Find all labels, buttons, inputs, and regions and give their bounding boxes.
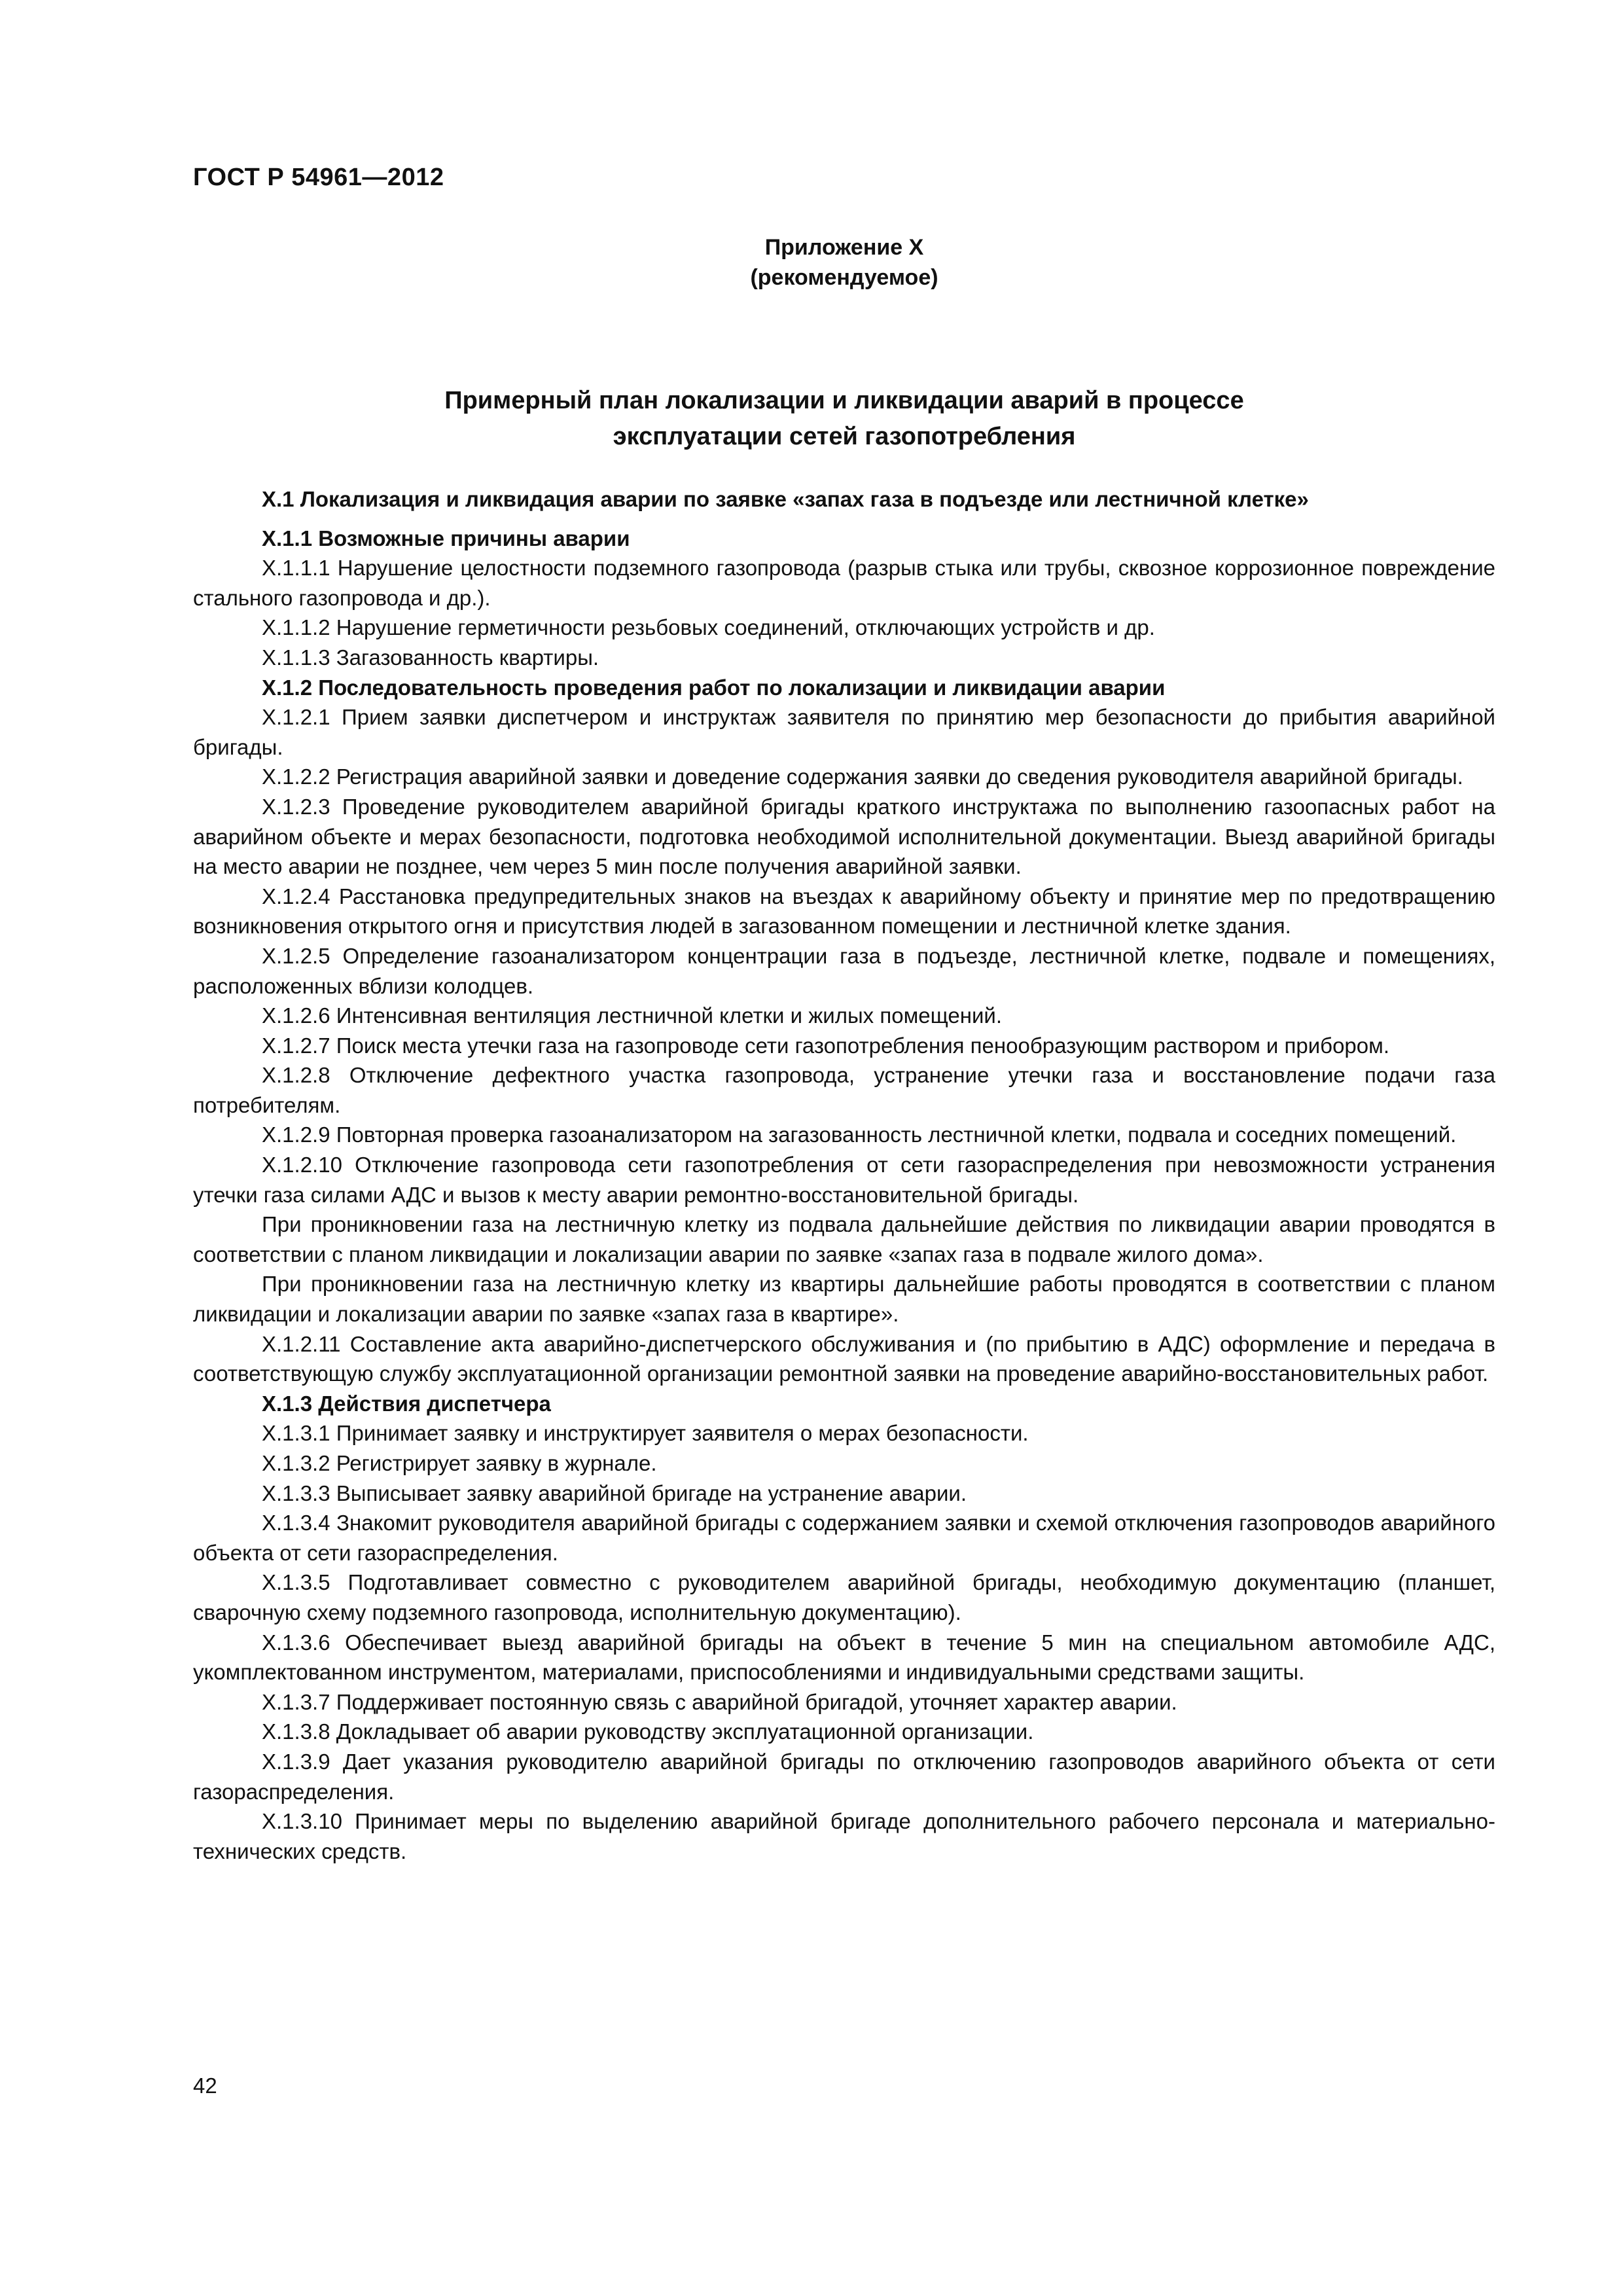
paragraph: Х.1.2.3 Проведение руководителем аварийной бригады краткого инструктажа по выполнению газоопасных работ на аварийном объекте и мерах безопасности, подготовка необходимой исполнительной документации. Выезд аварийной бригады на место аварии не позднее, чем через 5 мин после получения аварийной заявки. <box>193 794 1495 879</box>
paragraph: Х.1.3.3 Выписывает заявку аварийной бригаде на устранение аварии. <box>262 1480 967 1505</box>
paragraph: Х.1.2.11 Составление акта аварийно-диспетчерского обслуживания и (по прибытию в АДС) оформление и передача в соответствующую службу эксплуатационной организации ремонтной заявки на проведение аварийно-восстановительных работ. <box>193 1331 1495 1386</box>
paragraph: Х.1.3.5 Подготавливает совместно с руководителем аварийной бригады, необходимую документацию (планшет, сварочную схему подземного газопровода, исполнительную документацию). <box>193 1570 1495 1624</box>
page-number: 42 <box>193 2073 217 2098</box>
section-heading: Х.1.3 Действия диспетчера <box>262 1391 551 1416</box>
paragraph: Х.1.1.1 Нарушение целостности подземного газопровода (разрыв стыка или трубы, сквозное коррозионное повреждение стального газопровода и др.). <box>193 556 1495 610</box>
paragraph: Х.1.3.1 Принимает заявку и инструктирует заявителя о мерах безопасности. <box>262 1421 1029 1446</box>
paragraph: Х.1.2.5 Определение газоанализатором концентрации газа в подъезде, лестничной клетке, подвале и помещениях, расположенных вблизи колодцев. <box>193 943 1495 998</box>
paragraph: Х.1.3.10 Принимает меры по выделению аварийной бригаде дополнительного рабочего персонала и материально-технических средств. <box>193 1809 1495 1863</box>
paragraph: Х.1.2.8 Отключение дефектного участка газопровода, устранение утечки газа и восстановление подачи газа потребителям. <box>193 1063 1495 1117</box>
paragraph: Х.1.3.4 Знакомит руководителя аварийной бригады с содержанием заявки и схемой отключения газопроводов аварийного объекта от сети газораспределения. <box>193 1511 1495 1565</box>
document-code: ГОСТ Р 54961—2012 <box>193 164 444 191</box>
appendix-heading <box>193 232 1495 293</box>
paragraph: Х.1.3.2 Регистрирует заявку в журнале. <box>262 1451 657 1475</box>
paragraph: Х.1.2.7 Поиск места утечки газа на газопроводе сети газопотребления пенообразующим раствором и прибором. <box>262 1033 1389 1058</box>
paragraph: Х.1.2.9 Повторная проверка газоанализатором на загазованность лестничной клетки, подвала и соседних помещений. <box>262 1122 1457 1147</box>
paragraph: Х.1.3.7 Поддерживает постоянную связь с аварийной бригадой, уточняет характер аварии. <box>262 1689 1177 1714</box>
section-heading: Х.1 Локализация и ликвидация аварии по заявке «запах газа в подъезде или лестничной клетке» <box>262 487 1309 511</box>
page-title-line-1: Примерный план локализации и ликвидации аварий в процессе <box>444 387 1244 414</box>
paragraph: Х.1.2.10 Отключение газопровода сети газопотребления от сети газораспределения при невозможности устранения утечки газа силами АДС и вызов к месту аварии ремонтно-восстановительной бригады. <box>193 1153 1495 1207</box>
section-heading: Х.1.2 Последовательность проведения работ по локализации и ликвидации аварии <box>262 675 1166 700</box>
paragraph: Х.1.3.8 Докладывает об аварии руководству эксплуатационной организации. <box>262 1719 1034 1744</box>
paragraph: Х.1.2.1 Прием заявки диспетчером и инструктаж заявителя по принятию мер безопасности до прибытия аварийной бригады. <box>193 705 1495 759</box>
paragraph: При проникновении газа на лестничную клетку из подвала дальнейшие действия по ликвидации аварии проводятся в соответствии с планом ликвидации и локализации аварии по заявке «запах газа в подвале жилого дома». <box>193 1212 1495 1266</box>
section-heading: Х.1.1 Возможные причины аварии <box>262 526 630 550</box>
page-title-line-2: эксплуатации сетей газопотребления <box>613 423 1076 450</box>
paragraph: Х.1.2.2 Регистрация аварийной заявки и доведение содержания заявки до сведения руководителя аварийной бригады. <box>262 764 1463 789</box>
document-body <box>193 484 1495 1866</box>
paragraph: Х.1.2.4 Расстановка предупредительных знаков на въездах к аварийному объекту и принятие мер по предотвращению возникновения открытого огня и присутствия людей в загазованном помещении и лестничной клетке здания. <box>193 884 1495 939</box>
paragraph: Х.1.1.3 Загазованность квартиры. <box>262 645 599 670</box>
paragraph: При проникновении газа на лестничную клетку из квартиры дальнейшие работы проводятся в соответствии с планом ликвидации и локализации аварии по заявке «запах газа в квартире». <box>193 1272 1495 1327</box>
paragraph: Х.1.3.9 Дает указания руководителю аварийной бригады по отключению газопроводов аварийного объекта от сети газораспределения. <box>193 1749 1495 1804</box>
page-title <box>193 383 1495 455</box>
paragraph: Х.1.3.6 Обеспечивает выезд аварийной бригады на объект в течение 5 мин на специальном автомобиле АДС, укомплектованном инструментом, материалами, приспособлениями и индивидуальными средствами защиты. <box>193 1630 1495 1685</box>
appendix-label: Приложение Х <box>764 235 924 260</box>
appendix-status: (рекомендуемое) <box>750 265 938 290</box>
paragraph: Х.1.2.6 Интенсивная вентиляция лестничной клетки и жилых помещений. <box>262 1003 1003 1028</box>
paragraph: Х.1.1.2 Нарушение герметичности резьбовых соединений, отключающих устройств и др. <box>262 615 1155 640</box>
